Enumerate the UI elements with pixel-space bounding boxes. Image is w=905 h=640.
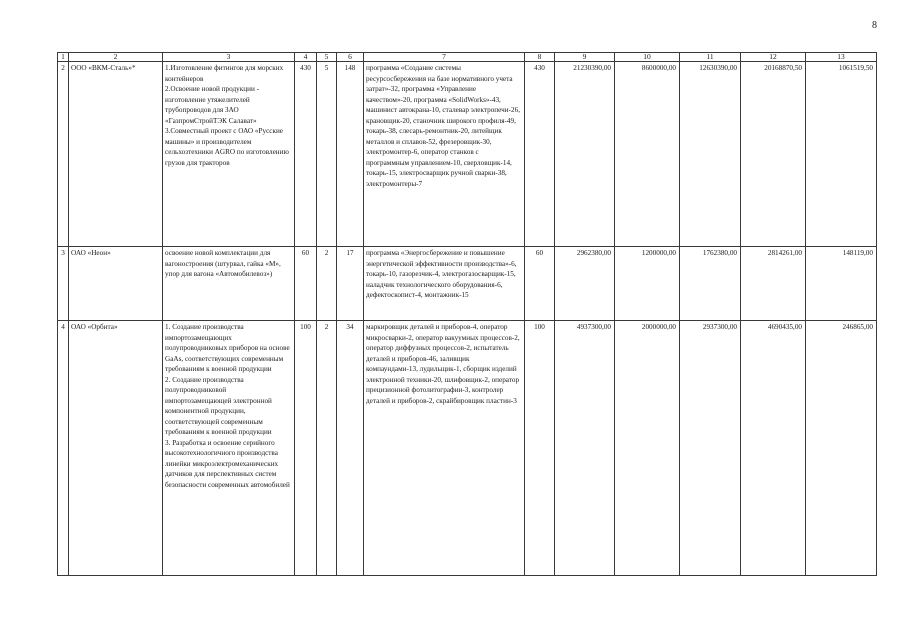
- cell-col4: 100: [295, 321, 317, 576]
- project-description: 1.Изготовление фитингов для морских контейнеров 2.Освоение новой продукции - изготовление утяжелителей трубопроводов для ЗАО «ГазпромСтройТЭК Салават» 3.Совместный проект с ОАО «Русские машины» и производителем сельхозтехники AGRO по изготовлению грузов для тракторов: [163, 62, 295, 247]
- cell-col6: 17: [337, 247, 364, 321]
- cell-col13: 148119,00: [806, 247, 877, 321]
- column-number: 12: [741, 53, 806, 62]
- cell-col4: 60: [295, 247, 317, 321]
- cell-col5: 2: [317, 247, 337, 321]
- column-number: 8: [525, 53, 555, 62]
- cell-col9: 2962380,00: [555, 247, 615, 321]
- column-number: 6: [337, 53, 364, 62]
- cell-col10: 1200000,00: [615, 247, 680, 321]
- table-row: [58, 247, 877, 321]
- cell-col8: 430: [525, 62, 555, 247]
- column-number: 2: [69, 53, 163, 62]
- organization-name: ОАО «Орбита»: [69, 321, 163, 576]
- cell-col13: 1061519,50: [806, 62, 877, 247]
- project-description: освоение новой комплектации для вагоностроения (штурвал, гайка «М», упор для вагона «Автомобилевоз»): [163, 247, 295, 321]
- row-number: 2: [58, 62, 69, 247]
- cell-col12: 4690435,00: [741, 321, 806, 576]
- organization-name: ОАО «Неон»: [69, 247, 163, 321]
- cell-col10: 2000000,00: [615, 321, 680, 576]
- cell-col11: 2937300,00: [680, 321, 741, 576]
- column-number: 7: [364, 53, 525, 62]
- row-number: 3: [58, 247, 69, 321]
- column-number: 10: [615, 53, 680, 62]
- cell-col12: 2814261,00: [741, 247, 806, 321]
- column-number: 5: [317, 53, 337, 62]
- table-row: [58, 62, 877, 247]
- cell-col9: 4937300,00: [555, 321, 615, 576]
- column-number-row: [58, 53, 877, 62]
- cell-col5: 2: [317, 321, 337, 576]
- cell-col13: 246865,00: [806, 321, 877, 576]
- cell-col8: 60: [525, 247, 555, 321]
- column-number: 9: [555, 53, 615, 62]
- row-number: 4: [58, 321, 69, 576]
- training-program: программа «Энергосбережение и повышение энергетической эффективности производства»-6, токарь-10, газорезчик-4, электрогазосварщик-15, наладчик технологического оборудования-6, дефектоскопист-4, монтажник-15: [364, 247, 525, 321]
- cell-col10: 8600000,00: [615, 62, 680, 247]
- cell-col11: 1762380,00: [680, 247, 741, 321]
- cell-col5: 5: [317, 62, 337, 247]
- report-table: [57, 52, 877, 576]
- cell-col4: 430: [295, 62, 317, 247]
- cell-col8: 100: [525, 321, 555, 576]
- cell-col9: 21230390,00: [555, 62, 615, 247]
- column-number: 13: [806, 53, 877, 62]
- column-number: 4: [295, 53, 317, 62]
- page-number: 8: [872, 20, 877, 31]
- cell-col12: 20168870,50: [741, 62, 806, 247]
- table-row: [58, 321, 877, 576]
- column-number: 1: [58, 53, 69, 62]
- column-number: 11: [680, 53, 741, 62]
- organization-name: ООО «ВКМ-Сталь»*: [69, 62, 163, 247]
- training-program: маркировщик деталей и приборов-4, оператор микросварки-2, оператор вакуумных процессов-2, оператор диффузных процессов-2, испытатель деталей и приборов-46, заливщик компаундами-13, лудильщик-1, сборщик изделий электронной техники-20, шлифовщик-2, оператор прецизионной фотолитографии-3, контролер деталей и приборов-2, скрайбировщик пластин-3: [364, 321, 525, 576]
- cell-col6: 148: [337, 62, 364, 247]
- training-program: программа «Создание системы ресурсосбережения на базе нормативного учета затрат»-32, программа «Управление качеством»-20, программа «SolidWorks»-43, машинист автокрана-10, сталевар электропечи-26, крановщик-20, станочник широкого профиля-49, токарь-38, слесарь-ремонтник-20, литейщик металлов и сплавов-52, фрезеровщик-30, электромонтер-6, оператор станков с программным управлением-10, сверловщик-14, токарь-15, электросварщик ручной сварки-38, электромонтеры-7: [364, 62, 525, 247]
- cell-col6: 34: [337, 321, 364, 576]
- cell-col11: 12630390,00: [680, 62, 741, 247]
- column-number: 3: [163, 53, 295, 62]
- project-description: 1. Создание производства импортозамещающих полупроводниковых приборов на основе GaAs, соответствующих современным требованиям к военной продукции 2. Создание производства полупроводниковой импортозамещающей электронной компонентной продукции, соответствующей современным требованиям к военной продукции 3. Разработка и освоение серийного высокотехнологичного производства линейки микроэлектромеханических датчиков для перспективных систем безопасности современных автомобилей: [163, 321, 295, 576]
